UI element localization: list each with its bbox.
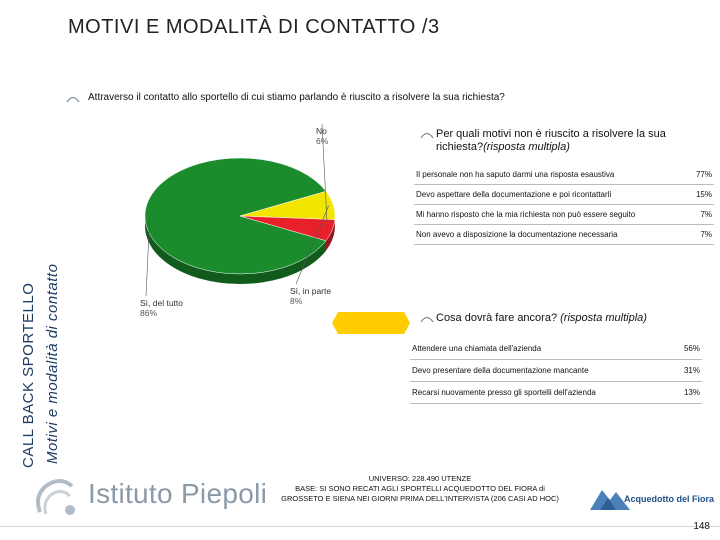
row-pct: 13% <box>668 382 702 404</box>
row-label: Devo aspettare della documentazione e poi ricontattarli <box>414 185 680 205</box>
sub-question-2-text: Cosa dovrà fare ancora? <box>436 312 558 324</box>
universo-line1: UNIVERSO: 228.490 UTENZE <box>368 474 472 483</box>
pie-value-label: 86% <box>140 308 158 318</box>
universo-note <box>280 474 560 504</box>
sub-question-2-note: (risposta multipla) <box>560 312 647 324</box>
acquedotto-logo-text: Acquedotto del Fiora <box>624 494 714 504</box>
pie-category-label: Sì, del tutto <box>140 298 183 308</box>
table-row <box>414 225 714 245</box>
main-question: Attraverso il contatto allo sportello di cui stiamo parlando è riuscito a risolvere la sua richiesta? <box>88 92 505 103</box>
row-pct: 77% <box>680 165 714 185</box>
row-label: Devo presentare della documentazione mancante <box>410 360 668 382</box>
row-label: Il personale non ha saputo darmi una risposta esaustiva <box>414 165 680 185</box>
table-row <box>410 338 702 360</box>
footer-divider <box>0 526 720 527</box>
table-row <box>414 205 714 225</box>
row-pct: 15% <box>680 185 714 205</box>
universo-line2: BASE: SI SONO RECATI AGLI SPORTELLI ACQUEDOTTO DEL FIORA di GROSSETO E SIENA NEI GIORNI PRIMA DELL'INTERVISTA (206 CASI AD HOC) <box>281 484 559 503</box>
row-label: Recarsi nuovamente presso gli sportelli dell'azienda <box>410 382 668 404</box>
table-row <box>414 185 714 205</box>
pie-category-label: Sì, in parte <box>290 286 332 296</box>
row-label: Mi hanno risposto che la mia richiesta non può essere seguito <box>414 205 680 225</box>
bullet-icon <box>420 130 434 140</box>
bullet-icon <box>66 94 80 104</box>
bullet-icon <box>420 314 434 324</box>
side-title: CALL BACK SPORTELLO <box>20 282 37 468</box>
table-row <box>410 382 702 404</box>
pie-value-label: 6% <box>316 136 329 146</box>
pie-category-label: No <box>316 126 327 136</box>
page-number: 148 <box>693 521 710 532</box>
side-subtitle: Motivi e modalità di contatto <box>44 263 61 464</box>
table-row <box>414 165 714 185</box>
yellow-marker-icon <box>332 306 414 340</box>
sub-question-1-text: Per quali motivi non è riuscito a risolvere la sua richiesta? <box>436 128 666 153</box>
sub-question-1 <box>436 128 706 154</box>
row-label: Attendere una chiamata dell'azienda <box>410 338 668 360</box>
reasons-table <box>414 165 714 245</box>
table-row <box>410 360 702 382</box>
pie-chart <box>140 120 420 320</box>
piepoli-logo-icon <box>30 474 82 522</box>
sub-question-1-note: (risposta multipla) <box>483 141 570 153</box>
page-title: MOTIVI E MODALITÀ DI CONTATTO /3 <box>68 16 440 38</box>
next-steps-table <box>410 338 702 404</box>
row-pct: 31% <box>668 360 702 382</box>
row-pct: 7% <box>680 225 714 245</box>
pie-value-label: 8% <box>290 296 303 306</box>
piepoli-logo-text: Istituto Piepoli <box>88 478 268 509</box>
row-pct: 56% <box>668 338 702 360</box>
sub-question-2 <box>436 312 706 324</box>
row-pct: 7% <box>680 205 714 225</box>
row-label: Non avevo a disposizione la documentazione necessaria <box>414 225 680 245</box>
